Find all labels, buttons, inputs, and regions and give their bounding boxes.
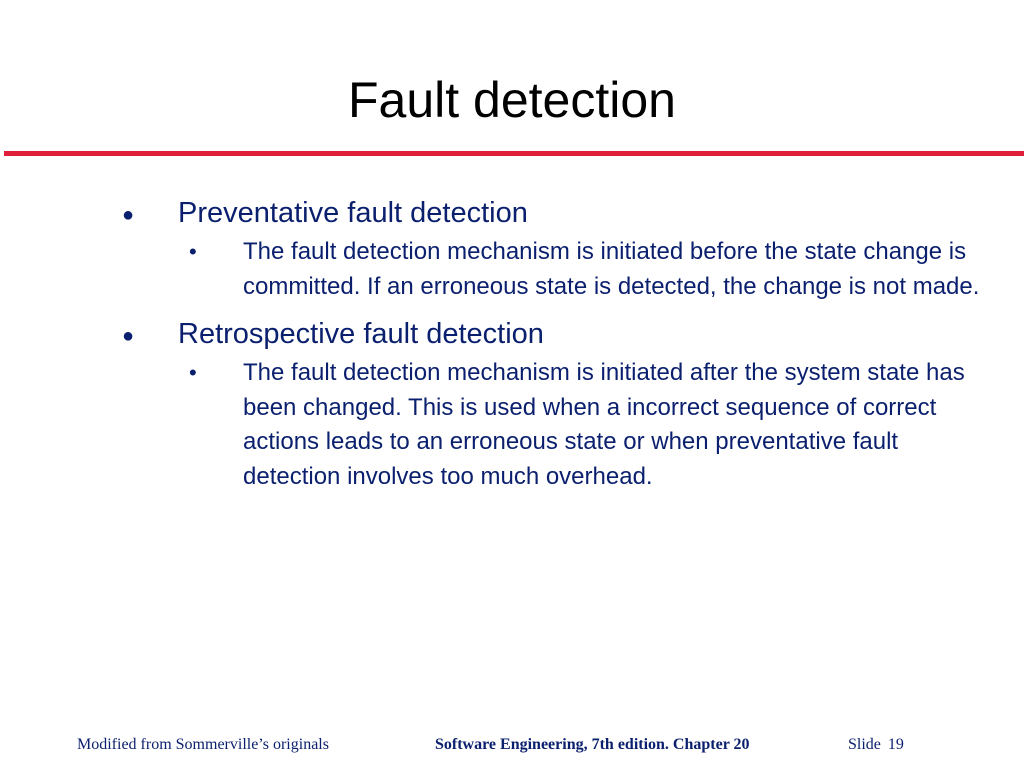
- sub-bullet-text: The fault detection mechanism is initiated after the system state has been changed. This is used when a incorrect sequence of correct actions leads to an erroneous state or when preventative fault detection involves too much overhead.: [243, 359, 965, 490]
- footer-slide-number: [848, 736, 904, 754]
- sub-bullet-item: [189, 235, 983, 304]
- bullet-heading: Preventative fault detection: [178, 197, 528, 229]
- sub-bullet-item: [189, 356, 983, 494]
- slide-label: Slide: [848, 736, 881, 753]
- bullet-dot-icon: ●: [122, 204, 135, 226]
- bullet-list: [0, 195, 1024, 494]
- footer-book-title: Software Engineering, 7th edition. Chapter 20: [435, 736, 750, 753]
- bullet-dot-icon: ●: [122, 325, 135, 347]
- bullet-item: [122, 316, 998, 352]
- footer-source: Modified from Sommerville’s originals: [77, 736, 329, 753]
- slide-number: 19: [887, 736, 904, 753]
- slide-title: Fault detection: [348, 72, 676, 128]
- bullet-item: [122, 195, 998, 231]
- sub-bullet-dot-icon: •: [189, 360, 197, 385]
- title-divider: [4, 151, 1024, 156]
- sub-bullet-dot-icon: •: [189, 239, 197, 264]
- slide-footer: [0, 736, 1024, 760]
- bullet-heading: Retrospective fault detection: [178, 318, 544, 350]
- sub-bullet-text: The fault detection mechanism is initiated before the state change is committed. If an erroneous state is detected, the change is not made.: [243, 238, 980, 300]
